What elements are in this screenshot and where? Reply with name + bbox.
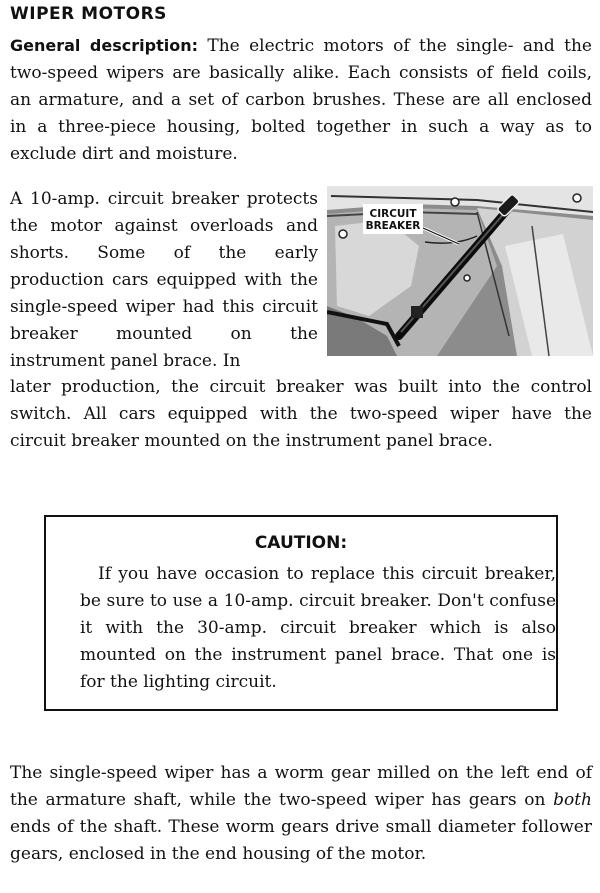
closing-paragraph: [10, 760, 592, 868]
caution-title: CAUTION:: [254, 533, 348, 553]
intro-text: The electric motors of the single- and the two-speed wipers are basically alike. Each consists of field coils, an armature, and a set of carbon brushes. These are all enclosed in a three-piece housing, bolted together in such a way as to exclude dirt and moisture.: [10, 36, 592, 164]
breaker-paragraph: A 10-amp. circuit breaker protects the motor against overloads and shorts. Some of the early production cars equipped with the single-speed wiper had this circuit breaker mounted on the instrument panel brace. In: [10, 189, 318, 371]
closing-text-after: ends of the shaft. These worm gears drive small diameter follower gears, enclosed in the end housing of the motor.: [10, 817, 592, 864]
closing-text-before: The single-speed wiper has a worm gear milled on the left end of the armature shaft, while the two-speed wiper has gears on: [10, 763, 592, 810]
section-title: WIPER MOTORS: [10, 4, 167, 24]
intro-paragraph: [10, 32, 592, 168]
caution-text: If you have occasion to replace this circuit breaker, be sure to use a 10-amp. circuit breaker. Don't confuse it with the 30-amp. circuit breaker which is also mounted on the instrument panel brace. That one is for the lighting circuit.: [80, 564, 556, 692]
circuit-breaker-photo: [327, 186, 593, 356]
intro-lead: General description:: [10, 36, 198, 55]
figure-label: CIRCUIT BREAKER: [365, 208, 421, 232]
caution-box: [44, 515, 558, 711]
closing-emphasis: both: [553, 790, 592, 810]
breaker-paragraph-continued: later production, the circuit breaker was built into the control switch. All cars equipped with the two-speed wiper have the circuit breaker mounted on the instrument panel brace.: [10, 377, 592, 451]
